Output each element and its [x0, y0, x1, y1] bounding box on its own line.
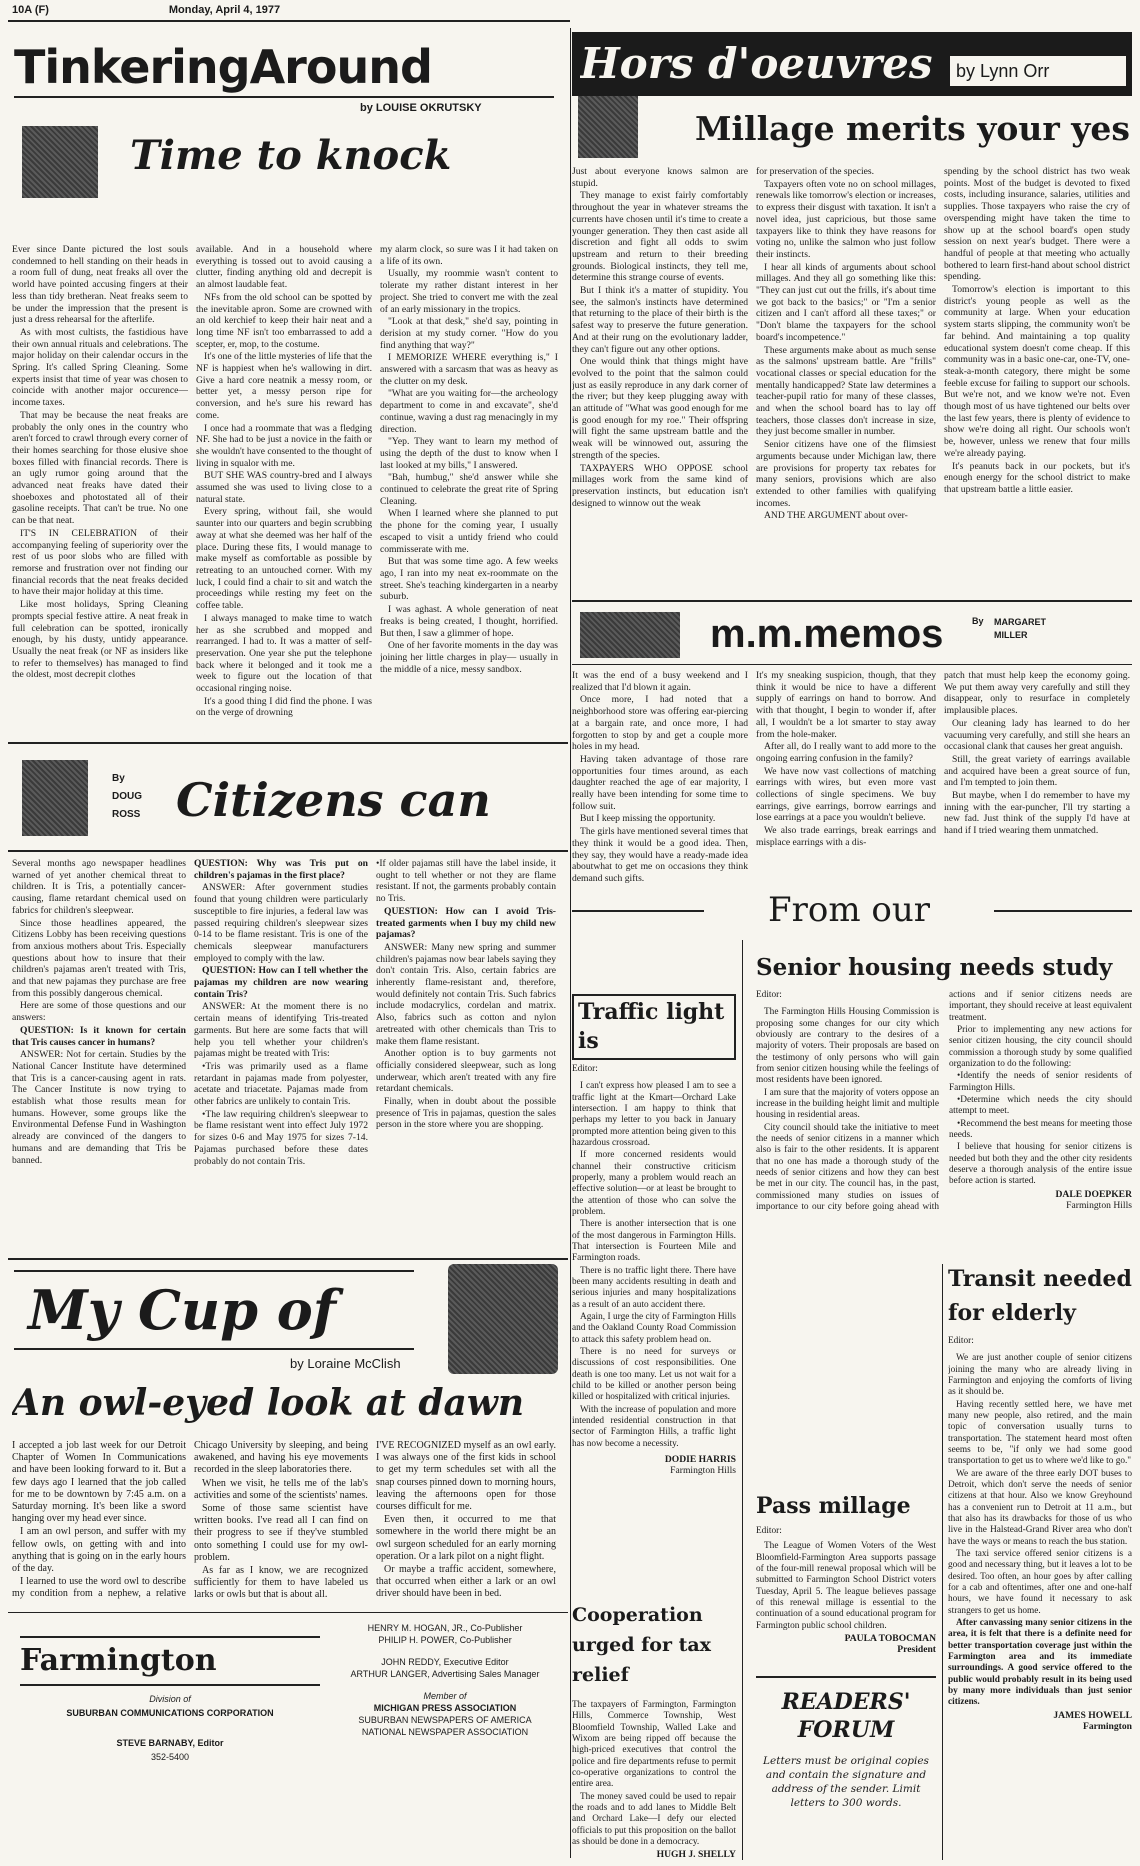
- paragraph: Here are some of those questions and our answers:: [12, 1000, 186, 1024]
- observer-staff: HENRY M. HOGAN, JR., Co-Publisher PHILIP H. POWER, Co-Publisher JOHN REDDY, Executive Editor ARTHUR LANGER, Advertising Sales Manager Member of MICHIGAN PRESS ASSOCIATION SUBURBAN NEWSPAPERS OF AMERICA NATIONAL NEWSPAPER ASSOCIATION: [350, 1623, 540, 1737]
- folio: [12, 4, 572, 18]
- paragraph: Every spring, without fail, she would saunter into our quarters and begin scrubbing away at what she deemed was her half of the place. During these fits, I would manage to make myself as comfortable as possible by retreating to an untouched corner. With my luck, I could find a chair to sit and watch the proceedings while resting my feet on the coffee table.: [196, 506, 372, 612]
- tinkering-col-1: [12, 244, 188, 734]
- paragraph: I am an owl person, and suffer with my fellow owls, on getting with and into anything that is going on in the early hours of the day.: [12, 1526, 186, 1574]
- letter-salutation: Editor:: [756, 1526, 782, 1536]
- memos-rule: [572, 600, 1132, 602]
- paragraph: Our cleaning lady has learned to do her vacuuming very carefully, and still she hears an occasional clank that causes her great anguish.: [944, 717, 1130, 753]
- paragraph: IT'S IN CELEBRATION of their accompanying feeling of superiority over the rest of us poor slobs who are filled with remorse and frustration over not finding our financial records that the neat freaks decided to have their major holiday at this time.: [12, 527, 188, 598]
- paragraph: Ever since Dante pictured the lost souls condemned to hell standing on their heads in a room full of dung, neat freaks all over the world have pointed accusing fingers at their less than tidy bretheran. Neat freaks seem to be under the impression that the present is just a dress rehearsal for the afterlife.: [12, 244, 188, 326]
- paragraph: One would think that things might have evolved to the point that the salmon could just as easily reproduce in any dark corner of the river; but they keep plugging away with an attitude of "What was good enough for me is good enough for my roe." Their offspring will fight the same upstream battle and the weak will be winnowed out, assuring the strength of the species.: [572, 356, 748, 461]
- transit-letter: [948, 1336, 1132, 1860]
- paragraph: It was the end of a busy weekend and I realized that I'd blown it again.: [572, 670, 748, 693]
- memos-rule-bottom: [572, 664, 1132, 665]
- paragraph: ANSWER: Many new spring and summer children's pajamas now bear labels saying they don't contain Tris. Also, certain fabrics are inherently flame-resistant and, therefore, would definitely not contain Tris. Such fabrics include modacrylics, cordelan and matrix. Also, fabrics such as cotton and nylon aretreated with other chemicals than Tris to make them flame resistant.: [376, 941, 556, 1047]
- page-date: Monday, April 4, 1977: [168, 4, 281, 16]
- pass-letter: [756, 1526, 936, 1666]
- readers-banner: From our: [768, 890, 930, 930]
- hors-col-3: [944, 166, 1130, 584]
- flag-rule: [8, 1612, 568, 1613]
- letter-signature: DODIE HARRIS Farmington Hills: [664, 1453, 736, 1477]
- paragraph: ANSWER: Not for certain. Studies by the National Cancer Institute have determined that Tris is a cancer-causing agent in rats. The Cancer Institute is now trying to establish what those results mean for humans. However, some groups like the Environmental Defense Fund in Washington already are convinced of the dangers to humans and are demanding that Tris be banned.: [12, 1049, 186, 1166]
- letter-salutation: Editor:: [948, 1336, 974, 1346]
- paragraph: •Tris was primarily used as a flame retardant in pajamas made from polyester, acetate and triacetate. Pajamas made from other fabrics are unlikely to contain Tris.: [194, 1060, 368, 1108]
- letter-signature: JAMES HOWELL Farmington: [1053, 1709, 1132, 1732]
- paragraph: The League of Women Voters of the West Bloomfield-Farmington Area supports passage of the four-mill renewal proposal which will be submitted to Farmington School District voters Tuesday, April 5. The league believes passage of this renewal millage is essential to the continuation of a sound educational program for Farmington public school children.: [756, 1541, 936, 1631]
- paragraph: I always managed to make time to watch her as she scrubbed and mopped and rearranged. I had to. It was a matter of self-preservation. One year she put the telephone back where it belonged and it took me a week to figure out the location of that occasional ringing noise.: [196, 612, 372, 695]
- paragraph: Even then, it occurred to me that somewhere in the world there might be an owl surgeon scheduled for an early morning operation. Or a lark pilot on a night flight.: [376, 1514, 556, 1562]
- forum-title: READERS': [781, 1689, 911, 1715]
- citizens-byline: By DOUG ROSS: [112, 773, 142, 820]
- paragraph: That may be because the neat freaks are probably the only ones in the country who aren't forced to crawl through every corner of their homes searching for those elusive shoe boxes filled with financial records. There is an ugly rumor going around that the advanced neat freaks have dated their shoeboxes and photostated all of their gasoline receipts. That can't be true. No one can be that neat.: [12, 409, 188, 527]
- memos-byline-by: By: [972, 616, 984, 626]
- cooperation-headline: Cooperation urged for tax relief: [572, 1604, 711, 1686]
- paragraph: QUESTION: Why was Tris put on children's pajamas in the first place?: [194, 858, 368, 881]
- paragraph: Or maybe a traffic accident, somewhere, that occurred when either a lark or an owl driver should have been in bed.: [376, 1563, 556, 1600]
- citizens-headline: Citizens can: [176, 773, 491, 827]
- tinkering-col-3: [380, 244, 558, 734]
- page-gutter-rule: [570, 28, 571, 1858]
- memos-author-photo: [580, 612, 680, 658]
- paragraph: City council should take the initiative to meet the needs of senior citizens in a manner which also is fair to the other residents. It is apparent that no one has made a thorough study of the needs of senior citizens and how they can best be met in our city. The council has, in the past, commissioned many studies on issues of importance to our city before going ahead with actions and if senior citizens needs are important, they should receive at least equivalent treatment.: [756, 990, 1132, 1212]
- cupoftea-byline: by Loraine McClish: [290, 1356, 401, 1371]
- cooperation-letter: [572, 1700, 736, 1860]
- readers-rule-left: [572, 910, 704, 912]
- paragraph: But that was some time ago. A few weeks ago, I ran into my neat ex-roommate on the street. She's teaching kindergarten in a nearby suburb.: [380, 556, 558, 603]
- paragraph: Tomorrow's election is important to this district's young people as well as the community at large. When your education system starts slipping, the community won't be far behind. And maintaining a top quality educational system doesn't come cheap. If this community was in a basic one-car, one-TV, one-steak-a-month category, there might be some feeble excuse for failing to support our schools. But we're not, and we know we're not. Even though most of us have tightened our belts over the last few years, there is plenty of evidence to show we're doing all right. Our schools won't be, however, unless we renew that four mills we're already paying.: [944, 284, 1130, 459]
- paragraph: Having recently settled here, we have met many new people, also retired, and the main topic of conversation usually turns to transportation. The statement heard most often seems to be, "if only we had some good transportation to get us to where we'd like to go.": [948, 1399, 1132, 1467]
- paragraph: After all, do I really want to add more to the ongoing earring confusion in the family?: [756, 741, 936, 764]
- paragraph: •Recommend the best means for meeting those needs.: [949, 1118, 1132, 1140]
- paragraph: Like most holidays, Spring Cleaning prompts special festive attire. A neat freak in full celebration can be spotted, ironically enough, by his dusty, untidy appearance. Usually the neat freak (or NF as insiders like to refer to themselves) has managed to find the oldest, most decrepit clothes: [12, 599, 188, 681]
- citizens-col-2: [194, 858, 368, 1250]
- paragraph: Chicago University by sleeping, and being awakened, and having his eye movements recorded in the sleep laboratories there.: [194, 1440, 368, 1476]
- paragraph: patch that must help keep the economy going. We put them away very carefully and still they disappear, only to resurface in completely implausible places.: [944, 670, 1130, 717]
- paragraph: It's peanuts back in our pockets, but it's enough energy for the school district to make that upstream battle a little easier.: [944, 460, 1130, 495]
- paragraph: Prior to implementing any new actions for senior citizen housing, the city council should commission a thorough study by some qualified organization to do the following:: [949, 1024, 1132, 1069]
- paragraph: Just about everyone knows salmon are stupid.: [572, 166, 748, 189]
- tinkering-byline: by LOUISE OKRUTSKY: [360, 102, 482, 114]
- observer-editor: STEVE BARNABY, Editor 352-5400: [116, 1738, 224, 1762]
- paragraph: Another option is to buy garments not officially considered sleepwear, such as long underwear, which aren't treated with any fire retardant chemicals.: [376, 1048, 556, 1095]
- traffic-headline: Traffic light is: [578, 999, 725, 1054]
- citizens-author-photo: [22, 760, 88, 836]
- forum-title: FORUM: [797, 1717, 895, 1743]
- tinkering-masthead: TinkeringAround: [14, 40, 432, 94]
- traffic-letter: [572, 1064, 736, 1594]
- memos-byline: MARGARET MILLER: [994, 617, 1046, 640]
- page-number: 10A (F): [12, 4, 49, 16]
- paragraph: •If older pajamas still have the label inside, it ought to tell whether or not they are flame resistant. If not, the garments probably contain no Tris.: [376, 858, 556, 905]
- paragraph: We are just another couple of senior citizens joining the many who are already living in Farmington and enjoying the comforts of living as it should be.: [948, 1353, 1132, 1398]
- paragraph: We have now vast collections of matching earrings with wires, but even more vast collections of single specimens. We buy earrings, give earrings, borrow earrings and lose earrings at a pace you wouldn't believe.: [756, 765, 936, 824]
- tinkering-col-2: [196, 244, 372, 734]
- paragraph: Taxpayers often vote no on school millages, renewals like tomorrow's election or increases, to express their disgust with taxation. It isn't a novel idea, just capricious, but those same taxpayers like to think they have reasons for voting no, unlike the salmon who just follow their instincts.: [756, 178, 936, 260]
- forum-guidelines: Letters must be original copies and contain the signature and address of the sender. Limit letters to 300 words.: [763, 1755, 929, 1809]
- paragraph: available. And in a household where everything is tossed out to avoid causing a clutter, finding anything old and decrepit is an almost laudable feat.: [196, 244, 372, 291]
- paragraph: "Look at that desk," she'd say, pointing in derision at my study corner. "How do you find anything that way?": [380, 316, 558, 351]
- paragraph: spending by the school district has two weak points. Most of the budget is devoted to fixed costs, including insurance, salaries, utilities and supplies. Those taxpayers who raise the cry of overspending might have taken the time to show up at the school board's open study session on next year's budget. There were a handful of people at that meeting who actually bothered to learn first-hand about school district spending.: [944, 166, 1130, 283]
- paragraph: I accepted a job last week for our Detroit Chapter of Women In Communications and have been looking forward to it. But a few days ago I learned that the job called for me to be downtown by 7:45 a.m. on a Saturday morning. It's been like a sword hanging over my head ever since.: [12, 1440, 186, 1525]
- cupoftea-col-1: [12, 1440, 186, 1600]
- paragraph: With the increase of population and more intended residential construction in that sector of Farmington Hills, a traffic light has now become a necessity.: [572, 1404, 736, 1449]
- letter-signature: HUGH J. SHELLY: [656, 1849, 736, 1860]
- letter-signature: DALE DOEPKER Farmington Hills: [1055, 1188, 1132, 1212]
- paragraph: "Yep. They want to learn my method of using the depth of the dust to know when I last looked at my bills," I answered.: [380, 436, 558, 471]
- tinkering-author-photo: [22, 126, 98, 198]
- paragraph: But I keep missing the opportunity.: [580, 813, 716, 825]
- paragraph: It's my sneaking suspicion, though, that they think it would be nice to have a different supply of earrings on hand to borrow. And with that thought, I begin to wonder if, after all, I wouldn't be a lot smarter to stay away from the hole-maker.: [756, 670, 936, 740]
- paragraph: I can't express how pleased I am to see a traffic light at the Kmart—Orchard Lake intersection. I am happy to think that perhaps my letter to you back in January prompted more attention being given to this hazardous crossroad.: [572, 1081, 736, 1148]
- paragraph: •The law requiring children's sleepwear to be flame resistant went into effect July 1972 for sizes 0-6 and May 1975 for sizes 7-14. Pajamas purchased before these dates probably do not contain Tris.: [194, 1108, 368, 1167]
- column-rule: [942, 1264, 943, 1860]
- paragraph: I believe that housing for senior citizens is needed but both they and the other city residents deserve a thorough analysis of the entire issue before action is started.: [949, 1142, 1132, 1187]
- transit-headline: Transit needed for elderly: [948, 1266, 1132, 1326]
- paragraph: We also trade earrings, break earrings and misplace earrings with a dis-: [756, 825, 936, 848]
- memos-col-2: [756, 670, 936, 892]
- paragraph: NFs from the old school can be spotted by the inevitable apron. Some are crowned with an old kerchief to keep their hair neat and a long time NF isn't too embarrassed to add a scepter, er, mop, to the costume.: [196, 291, 372, 350]
- paragraph: Once more, I had noted that a neighborhood store was offering ear-piercing at a bargain rate, and once more, I had forgotten to stop by and get a couple more holes in my head.: [572, 694, 748, 753]
- paragraph: The money saved could be used to repair the roads and to add lanes to Middle Belt and Orchard Lake—I defy our elected officials to put this proposition on the ballot as should be done in a democracy.: [572, 1791, 736, 1847]
- paragraph: "Bah, humbug," she'd answer while she continued to celebrate the great rite of Spring Cleaning.: [380, 472, 558, 507]
- paragraph: ANSWER: At the moment there is no certain means of identifying Tris-treated garments. But here are some facts that will help you tell whether your children's pajamas might be treated with Tris:: [194, 1001, 368, 1060]
- citizens-col-1: [12, 858, 186, 1250]
- readers-forum-box: [756, 1676, 936, 1860]
- paragraph: I'VE RECOGNIZED myself as an owl early. I was always one of the first kids in school to get my term schedules set with all the snap courses pinned down to morning hours, leaving the afternoons open for those courses difficult for me.: [376, 1440, 556, 1512]
- paragraph: When I learned where she planned to put the phone for the coming year, I usually escaped to visit a untidy friend who could commisserate with me.: [380, 508, 558, 555]
- paragraph: It's a good thing I did find the phone. I was on the verge of drowning: [196, 695, 372, 719]
- senior-letter: [756, 990, 1132, 1260]
- paragraph: BUT SHE WAS country-bred and I always assumed she was used to living close to a natural state.: [196, 470, 372, 505]
- paragraph: I learned to use the word owl to describe my condition from a nephew, a relative: [12, 1576, 186, 1600]
- cupoftea-col-2: [194, 1440, 368, 1600]
- cupoftea-headline: An owl-eyed look at dawn: [12, 1382, 525, 1424]
- paragraph: The girls have mentioned several times that they think it would be a good idea. Then, they say, they would have a ready-made idea aboutwhat to get me on occasions they think demand such gifts.: [572, 826, 748, 884]
- paragraph: "What are you waiting for—the archeology department to come in and excavate", she'd continue, waving a dust rag menacingly in my direction.: [380, 388, 558, 435]
- readers-rule-right: [994, 910, 1132, 912]
- paragraph: We are aware of the three early DOT buses to Detroit, which don't serve the needs of senior citizens at that hour. Also we know Greyhound has a convenient run to Detroit at 11 a.m., but that also has its drawbacks for those of us who live in the Halstead-Grand River area who don't have the ways or means to reach the bus station.: [948, 1468, 1132, 1547]
- cupoftea-masthead: My Cup of: [28, 1278, 336, 1342]
- paragraph: But maybe, when I do remember to have my inning with the ear-puncher, I'll try starting a new fad. Just think of the supply I'd have at hand if I tried wearing them unmatched.: [944, 790, 1130, 837]
- memos-masthead: m.m.memos: [710, 612, 944, 656]
- paragraph: These arguments make about as much sense as the salmons' upstream battle. Are "frills" vocational classes or special education for the mentally handicapped? State law determines a teacher-pupil ratio for many of these classes, and when the school board has to lay off teachers, those classes don't increase in size, they just become smaller in number.: [756, 344, 936, 438]
- hors-masthead: Hors d'oeuvres: [580, 39, 933, 88]
- paragraph: I hear all kinds of arguments about school millages. And they all go something like this: "They can just cut out the frills, it's about time we got back to the basics;" or "I'm a senior citizen and I can't afford all these taxes;" or "Don't blame the taxpayers for the school board's incompetence.": [756, 261, 936, 343]
- paragraph: There is no need for surveys or discussions of cost responsibilities. One death is one too many. Let us not wait for a child to be killed or another person being killed or hospitalized with critical injuries.: [572, 1346, 736, 1403]
- senior-headline: Senior housing needs study: [756, 954, 1113, 981]
- paragraph: I am sure that the majority of voters oppose an increase in the building height limit and multiple housing in residential areas.: [756, 1087, 939, 1121]
- paragraph: QUESTION: How can I tell whether the pajamas my children are now wearing contain Tris?: [194, 965, 368, 1000]
- paragraph: QUESTION: Is it known for certain that Tris causes cancer in humans?: [12, 1024, 186, 1048]
- paragraph: After canvassing many senior citizens in the area, it is felt that there is a definite need for better transportation coverage just within the Farmington area and its immediate surroundings. A good service offered to the public would probably result in its being used by many more individuals than just senior citizens.: [948, 1617, 1132, 1708]
- paragraph: The Farmington Hills Housing Commission is proposing some changes for our city which obviously are contrary to the desires of a majority of voters. Their proposals are based on the testimony of only persons who will gain from senior citizen housing while the feelings of most residents have been ignored.: [756, 1007, 939, 1086]
- paragraph: When we visit, he tells me of the lab's activities and some of the scientists' names.: [194, 1477, 368, 1501]
- paragraph: But I think it's a matter of stupidity. You see, the salmon's instincts have determined that returning to the place of their birth is the safest way to preserve the future generation. And at their rung on the evolutionary ladder, they can't figure out any other options.: [572, 285, 748, 355]
- tinkering-headline: Time to knock: [130, 132, 452, 179]
- top-rule: [8, 20, 570, 22]
- paragraph: AND THE ARGUMENT about over-: [764, 510, 908, 522]
- paragraph: for preservation of the species.: [756, 166, 875, 177]
- paragraph: Since those headlines appeared, the Citizens Lobby has been receiving questions from anxious mothers about Tris. Especially questions about how to insure that their children's pajamas aren't treated with Tris, and that new pajamas they purchase are free from this possibly dangerous chemical.: [12, 917, 186, 999]
- section-rule: [8, 1258, 568, 1260]
- paragraph: my alarm clock, so sure was I it had taken on a life of its own.: [380, 244, 558, 267]
- paragraph: If more concerned residents would channel their constructive criticism properly, many a problem would reach an effective solution—or at least be brought to the attention of those who can solve the problem.: [572, 1150, 736, 1217]
- paragraph: I once had a roommate that was a fledging NF. She had to be just a novice in the faith or she wouldn't have consented to the thought of living in squalor with me.: [196, 422, 372, 469]
- column-rule: [742, 940, 743, 1860]
- hors-headline: Millage merits your yes: [694, 109, 1130, 148]
- paragraph: The taxi service offered senior citizens is a good and necessary thing, but it leaves a lot to be desired. Too often, an hour goes by after calling for a cab and oftentimes, after one and one-half hours, we have found it necessary to ask strangers to get us home.: [948, 1548, 1132, 1616]
- paragraph: Some of those same scientist have written books. I've read all I can find on their progress to see if they've stumbled onto something I could use for my owl-problem.: [194, 1502, 368, 1563]
- paragraph: As with most cultists, the fastidious have their own annual rituals and celebrations. The major holiday on their calendar occurs in the Spring. It's called Spring Cleaning. Some experts insist that time of year was chosen to coincide with another major occurence—income taxes.: [12, 326, 188, 409]
- paragraph: Having taken advantage of those rare opportunities four times around, as each daughter reached the age of ear majority, I really have been intending for some time to follow suit.: [572, 753, 748, 812]
- paragraph: It's one of the little mysteries of life that the NF is happiest when he's wallowing in dirt. Give a hard core neatnik a messy room, or better yet, a messy person ripe for conversion, and he's sure his reward has come.: [196, 351, 372, 421]
- paragraph: Still, the great variety of earrings available and acquired have been a great source of fun, and I'm tempted to join them.: [944, 753, 1130, 789]
- letter-salutation: Editor:: [572, 1064, 598, 1074]
- paragraph: QUESTION: How can I avoid Tris-treated garments when I buy my child new pajamas?: [376, 905, 556, 941]
- cupoftea-author-photo: [448, 1264, 558, 1374]
- paragraph: One of her favorite moments in the day was joining her little charges in play— usually in the middle of a nice, messy sandbox.: [380, 640, 558, 675]
- paragraph: •Identify the needs of senior residents of Farmington Hills.: [949, 1071, 1132, 1093]
- paragraph: TAXPAYERS WHO OPPOSE school millages work from the same kind of preservation instincts, but education isn't designed to winnow out the weak: [572, 462, 748, 509]
- citizens-col-3: [376, 858, 556, 1250]
- letter-salutation: Editor:: [756, 990, 782, 1000]
- section-rule: [8, 742, 568, 744]
- letter-signature: PAULA TOBOCMAN President: [844, 1632, 936, 1656]
- paragraph: As far as I know, we are recognized sufficiently for them to have labeled us larks or owls but that is about all.: [194, 1564, 368, 1600]
- paragraph: Usually, my roommie wasn't content to tolerate my rather distant interest in her project. She tried to convert me with the zeal of an early missionary in the tropics.: [380, 268, 558, 315]
- paragraph: I MEMORIZE WHERE everything is," I answered with a sarcasm that was as heavy as the clutter on my desk.: [380, 352, 558, 387]
- paragraph: •Determine which needs the city should attempt to meet.: [949, 1094, 1132, 1117]
- paragraph: There is no traffic light there. There have been many accidents resulting in death and serious injuries and many hospitalizations as a result of an auto accident there.: [572, 1265, 736, 1310]
- observer-nameplate: Farmington: [20, 1636, 320, 1686]
- paragraph: There is another intersection that is one of the most dangerous in Farmington Hills. That intersection is Fourteen Mile and Farmington roads.: [572, 1219, 736, 1264]
- paragraph: I was aghast. A whole generation of neat freaks is being created, I thought, horrified. But then, I saw a glimmer of hope.: [380, 604, 558, 639]
- paragraph: ANSWER: After government studies found that young children were particularly susceptible to fire injuries, a federal law was passed requiring children's sleepwear sizes 0-14 to be flame resistant. Tris is one of the chemicals sleepwear manufacturers employed to comply with the law.: [194, 882, 368, 964]
- pass-headline: Pass millage: [756, 1493, 911, 1519]
- traffic-headline-box: [572, 994, 736, 1060]
- paragraph: Finally, when in doubt about the possible presence of Tris in pajamas, question the sales person in the store where you are shopping.: [376, 1096, 556, 1131]
- tinkering-masthead-rule: [14, 96, 554, 98]
- hors-col-1: [572, 166, 748, 584]
- cupoftea-masthead-box: [14, 1270, 414, 1350]
- observer-division: Division of SUBURBAN COMMUNICATIONS CORPORATION: [66, 1694, 274, 1718]
- paragraph: Several months ago newspaper headlines warned of yet another chemical threat to children. It is Tris, a potentially cancer-causing, flame retardant chemical used on fabrics for children's sleepwear.: [12, 858, 186, 916]
- paragraph: Senior citizens have one of the flimsiest arguments because under Michigan law, there are provisions for property tax rebates for many seniors, provisions which are also extended to other families with qualifying incomes.: [756, 439, 936, 509]
- memos-col-1: [572, 670, 748, 892]
- citizens-rule: [8, 850, 568, 852]
- cupoftea-col-3: [376, 1440, 556, 1600]
- paragraph: Again, I urge the city of Farmington Hills and the Oakland County Road Commission to attack this safety problem head on.: [572, 1311, 736, 1345]
- hors-byline: by Lynn Orr: [950, 56, 1126, 86]
- paragraph: They manage to exist fairly comfortably throughout the year in whatever streams the currents have chosen until it's time to create a younger generation. They then cast aside all discretion and fight all odds to swim upstream and return to their breeding grounds. Biological instincts, they tell me, determine this strange course of events.: [572, 190, 748, 284]
- memos-col-3: [944, 670, 1130, 892]
- paragraph: The taxpayers of Farmington, Farmington Hills, Commerce Township, West Bloomfield Township, Walled Lake and Wixom are being ripped off because the high-priced executives that control the police and fire departments refuse to permit co-operative organizations to control the entire area.: [572, 1700, 736, 1790]
- hors-col-2: [756, 166, 936, 584]
- hors-author-photo: [578, 96, 638, 158]
